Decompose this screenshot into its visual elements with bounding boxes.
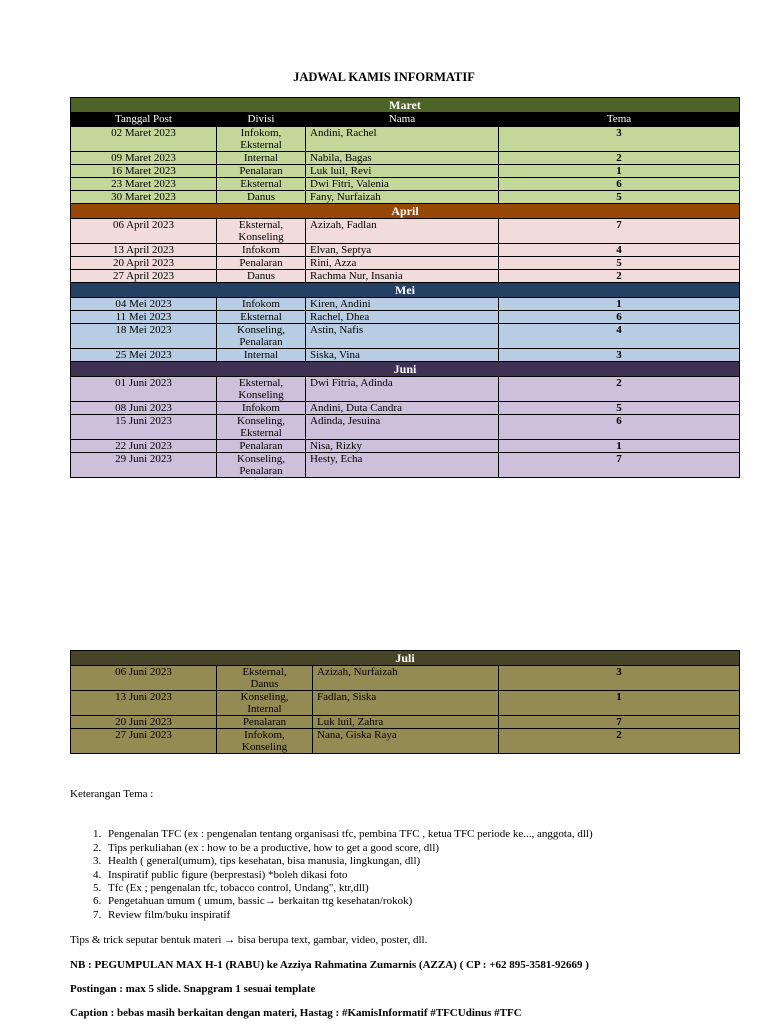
date-cell: 20 April 2023 (71, 257, 217, 270)
table-row (71, 311, 740, 324)
nama-cell: Azizah, Nurfaizah (313, 666, 499, 691)
table-row (71, 257, 740, 270)
tema-cell: 1 (499, 691, 740, 716)
divisi-cell (217, 298, 306, 311)
divisi-cell (217, 729, 313, 754)
table-row (71, 440, 740, 453)
nb-text: NB : PEGUMPULAN MAX H-1 (RABU) ke Azziya Rahmatina Zumarnis (AZZA) ( CP : +62 895-3581-92669 ) (70, 958, 589, 971)
tema-cell: 7 (499, 716, 740, 729)
date-cell: 18 Mei 2023 (71, 324, 217, 349)
divisi-cell (217, 219, 306, 244)
nama-cell: Nana, Giska Raya (313, 729, 499, 754)
date-cell: 16 Maret 2023 (71, 165, 217, 178)
nama-cell: Adinda, Jesuina (306, 415, 499, 440)
divisi-cell (217, 716, 313, 729)
nama-cell: Fadlan, Siska (313, 691, 499, 716)
table-row (71, 178, 740, 191)
tema-list (70, 828, 750, 922)
notes-section (70, 788, 750, 1021)
tema-item: 7. Review film/buku inspiratif (104, 909, 750, 922)
month-header-row (71, 362, 740, 377)
table-row (71, 152, 740, 165)
tema-cell: 3 (499, 127, 740, 152)
table-row (71, 349, 740, 362)
divisi-line: Konseling (238, 231, 284, 243)
divisi-cell (217, 191, 306, 204)
nama-cell: Azizah, Fadlan (306, 219, 499, 244)
nama-cell: Andini, Duta Candra (306, 402, 499, 415)
table-row (71, 729, 740, 754)
divisi-cell (217, 691, 313, 716)
month-header-row (71, 98, 740, 113)
nama-cell: Elvan, Septya (306, 244, 499, 257)
tema-item: 5. Tfc (Ex ; pengenalan tfc, tobacco control, Undang", ktr,dll) (104, 882, 750, 895)
column-header: Tanggal Post (71, 113, 217, 127)
table-row (71, 270, 740, 283)
divisi-line: Eksternal (240, 427, 282, 439)
nama-cell: Siska, Vina (306, 349, 499, 362)
nama-cell: Luk luil, Revi (306, 165, 499, 178)
table-row (71, 691, 740, 716)
date-cell: 29 Juni 2023 (71, 453, 217, 478)
divisi-cell (217, 324, 306, 349)
date-cell: 27 April 2023 (71, 270, 217, 283)
divisi-line: Internal (243, 152, 279, 164)
divisi-line: Eksternal, (238, 219, 284, 231)
month-header-row (71, 651, 740, 666)
date-cell: 09 Maret 2023 (71, 152, 217, 165)
postingan-text: Postingan : max 5 slide. Snapgram 1 sesuai template (70, 983, 316, 996)
column-header: Tema (499, 113, 740, 127)
date-cell: 08 Juni 2023 (71, 402, 217, 415)
column-header-row (71, 113, 740, 127)
divisi-line: Eksternal, (242, 666, 287, 678)
month-name: Juni (71, 362, 740, 377)
divisi-cell (217, 440, 306, 453)
divisi-line: Danus (250, 678, 279, 690)
divisi-line: Penalaran (239, 165, 283, 177)
divisi-line: Eksternal (240, 311, 282, 323)
tema-cell: 3 (499, 349, 740, 362)
divisi-cell (217, 415, 306, 440)
notes-heading: Keterangan Tema : (70, 788, 154, 800)
tema-cell: 4 (499, 324, 740, 349)
tema-item: 4. Inspiratif public figure (berprestasi) *boleh dikasi foto (104, 869, 750, 882)
divisi-cell (217, 152, 306, 165)
divisi-line: Eksternal (240, 178, 282, 190)
table-row (71, 402, 740, 415)
date-cell: 23 Maret 2023 (71, 178, 217, 191)
table-row (71, 244, 740, 257)
date-cell: 20 Juni 2023 (71, 716, 217, 729)
nama-cell: Rachma Nur, Insania (306, 270, 499, 283)
nama-cell: Luk luil, Zahra (313, 716, 499, 729)
nama-cell: Astin, Nafis (306, 324, 499, 349)
date-cell: 27 Juni 2023 (71, 729, 217, 754)
date-cell: 06 Juni 2023 (71, 666, 217, 691)
month-name: Juli (71, 651, 740, 666)
nama-cell: Dwi Fitria, Adinda (306, 377, 499, 402)
nama-cell: Nisa, Rizky (306, 440, 499, 453)
schedule-table-july (70, 650, 740, 754)
divisi-cell (217, 349, 306, 362)
date-cell: 04 Mei 2023 (71, 298, 217, 311)
date-cell: 01 Juni 2023 (71, 377, 217, 402)
table-row (71, 219, 740, 244)
date-cell: 13 April 2023 (71, 244, 217, 257)
divisi-line: Konseling, (240, 691, 289, 703)
tema-item: 1. Pengenalan TFC (ex : pengenalan tentang organisasi tfc, pembina TFC , ketua TFC periode ke..., anggota, dll) (104, 828, 750, 841)
month-name: April (71, 204, 740, 219)
month-header-row (71, 204, 740, 219)
tema-item: 3. Health ( general(umum), tips kesehatan, bisa manusia, lingkungan, dll) (104, 855, 750, 868)
divisi-line: Infokom (242, 402, 280, 414)
table-row (71, 165, 740, 178)
table-row (71, 415, 740, 440)
nama-cell: Nabila, Bagas (306, 152, 499, 165)
tema-cell: 5 (499, 191, 740, 204)
page-title: JADWAL KAMIS INFORMATIF (293, 70, 475, 84)
tema-cell: 2 (499, 152, 740, 165)
divisi-cell (217, 127, 306, 152)
tema-cell: 2 (499, 377, 740, 402)
date-cell: 22 Juni 2023 (71, 440, 217, 453)
month-name: Maret (71, 98, 740, 113)
date-cell: 02 Maret 2023 (71, 127, 217, 152)
table-row (71, 298, 740, 311)
tema-cell: 1 (499, 165, 740, 178)
tema-item: 2. Tips perkuliahan (ex : how to be a productive, how to get a good score, dll) (104, 842, 750, 855)
divisi-line: Eksternal, (238, 377, 284, 389)
table-row (71, 324, 740, 349)
tema-cell: 1 (499, 440, 740, 453)
nama-cell: Hesty, Echa (306, 453, 499, 478)
nama-cell: Dwi Fitri, Valenia (306, 178, 499, 191)
schedule-table (70, 97, 740, 478)
divisi-line: Penalaran (239, 336, 283, 348)
nama-cell: Rachel, Dhea (306, 311, 499, 324)
divisi-line: Infokom (242, 298, 280, 310)
date-cell: 11 Mei 2023 (71, 311, 217, 324)
divisi-line: Penalaran (239, 257, 283, 269)
divisi-cell (217, 270, 306, 283)
table-row (71, 191, 740, 204)
tema-cell: 5 (499, 402, 740, 415)
divisi-line: Infokom, (244, 729, 285, 741)
divisi-cell (217, 402, 306, 415)
date-cell: 13 Juni 2023 (71, 691, 217, 716)
nama-cell: Kiren, Andini (306, 298, 499, 311)
tema-cell: 3 (499, 666, 740, 691)
divisi-line: Konseling (241, 741, 288, 753)
divisi-cell (217, 311, 306, 324)
nama-cell: Andini, Rachel (306, 127, 499, 152)
date-cell: 25 Mei 2023 (71, 349, 217, 362)
divisi-line: Penalaran (239, 465, 283, 477)
divisi-cell (217, 377, 306, 402)
tema-cell: 6 (499, 311, 740, 324)
divisi-cell (217, 244, 306, 257)
divisi-line: Penalaran (242, 716, 287, 728)
table-row (71, 716, 740, 729)
divisi-line: Konseling, (237, 324, 285, 336)
tema-cell: 5 (499, 257, 740, 270)
divisi-cell (217, 666, 313, 691)
nama-cell: Rini, Azza (306, 257, 499, 270)
divisi-line: Konseling, (237, 415, 285, 427)
caption-text: Caption : bebas masih berkaitan dengan materi, Hastag : #KamisInformatif #TFCUdinus #TFC (70, 1007, 522, 1020)
column-header: Divisi (217, 113, 306, 127)
divisi-line: Infokom, (240, 127, 282, 139)
divisi-line: Konseling (238, 389, 284, 401)
date-cell: 30 Maret 2023 (71, 191, 217, 204)
divisi-line: Internal (243, 349, 279, 361)
divisi-line: Konseling, (237, 453, 285, 465)
month-name: Mei (71, 283, 740, 298)
table-row (71, 453, 740, 478)
divisi-line: Internal (247, 703, 282, 715)
table-row (71, 666, 740, 691)
divisi-line: Danus (246, 270, 276, 282)
tema-cell: 2 (499, 270, 740, 283)
tema-cell: 1 (499, 298, 740, 311)
column-header: Nama (306, 113, 499, 127)
divisi-cell (217, 178, 306, 191)
divisi-line: Eksternal (240, 139, 282, 151)
date-cell: 06 April 2023 (71, 219, 217, 244)
tema-cell: 6 (499, 415, 740, 440)
table-row (71, 377, 740, 402)
divisi-cell (217, 257, 306, 270)
divisi-line: Penalaran (239, 440, 283, 452)
divisi-cell (217, 453, 306, 478)
tips-text: Tips & trick seputar bentuk materi → bisa berupa text, gambar, video, poster, dll. (70, 934, 428, 947)
divisi-cell (217, 165, 306, 178)
date-cell: 15 Juni 2023 (71, 415, 217, 440)
divisi-line: Danus (246, 191, 276, 203)
tema-cell: 2 (499, 729, 740, 754)
table-row (71, 127, 740, 152)
nama-cell: Fany, Nurfaizah (306, 191, 499, 204)
tema-cell: 6 (499, 178, 740, 191)
tema-cell: 7 (499, 453, 740, 478)
tema-item: 6. Pengetahuan umum ( umum, bassic→ berkaitan ttg kesehatan/rokok) (104, 895, 750, 908)
tema-cell: 4 (499, 244, 740, 257)
divisi-line: Infokom (242, 244, 280, 256)
month-header-row (71, 283, 740, 298)
tema-cell: 7 (499, 219, 740, 244)
